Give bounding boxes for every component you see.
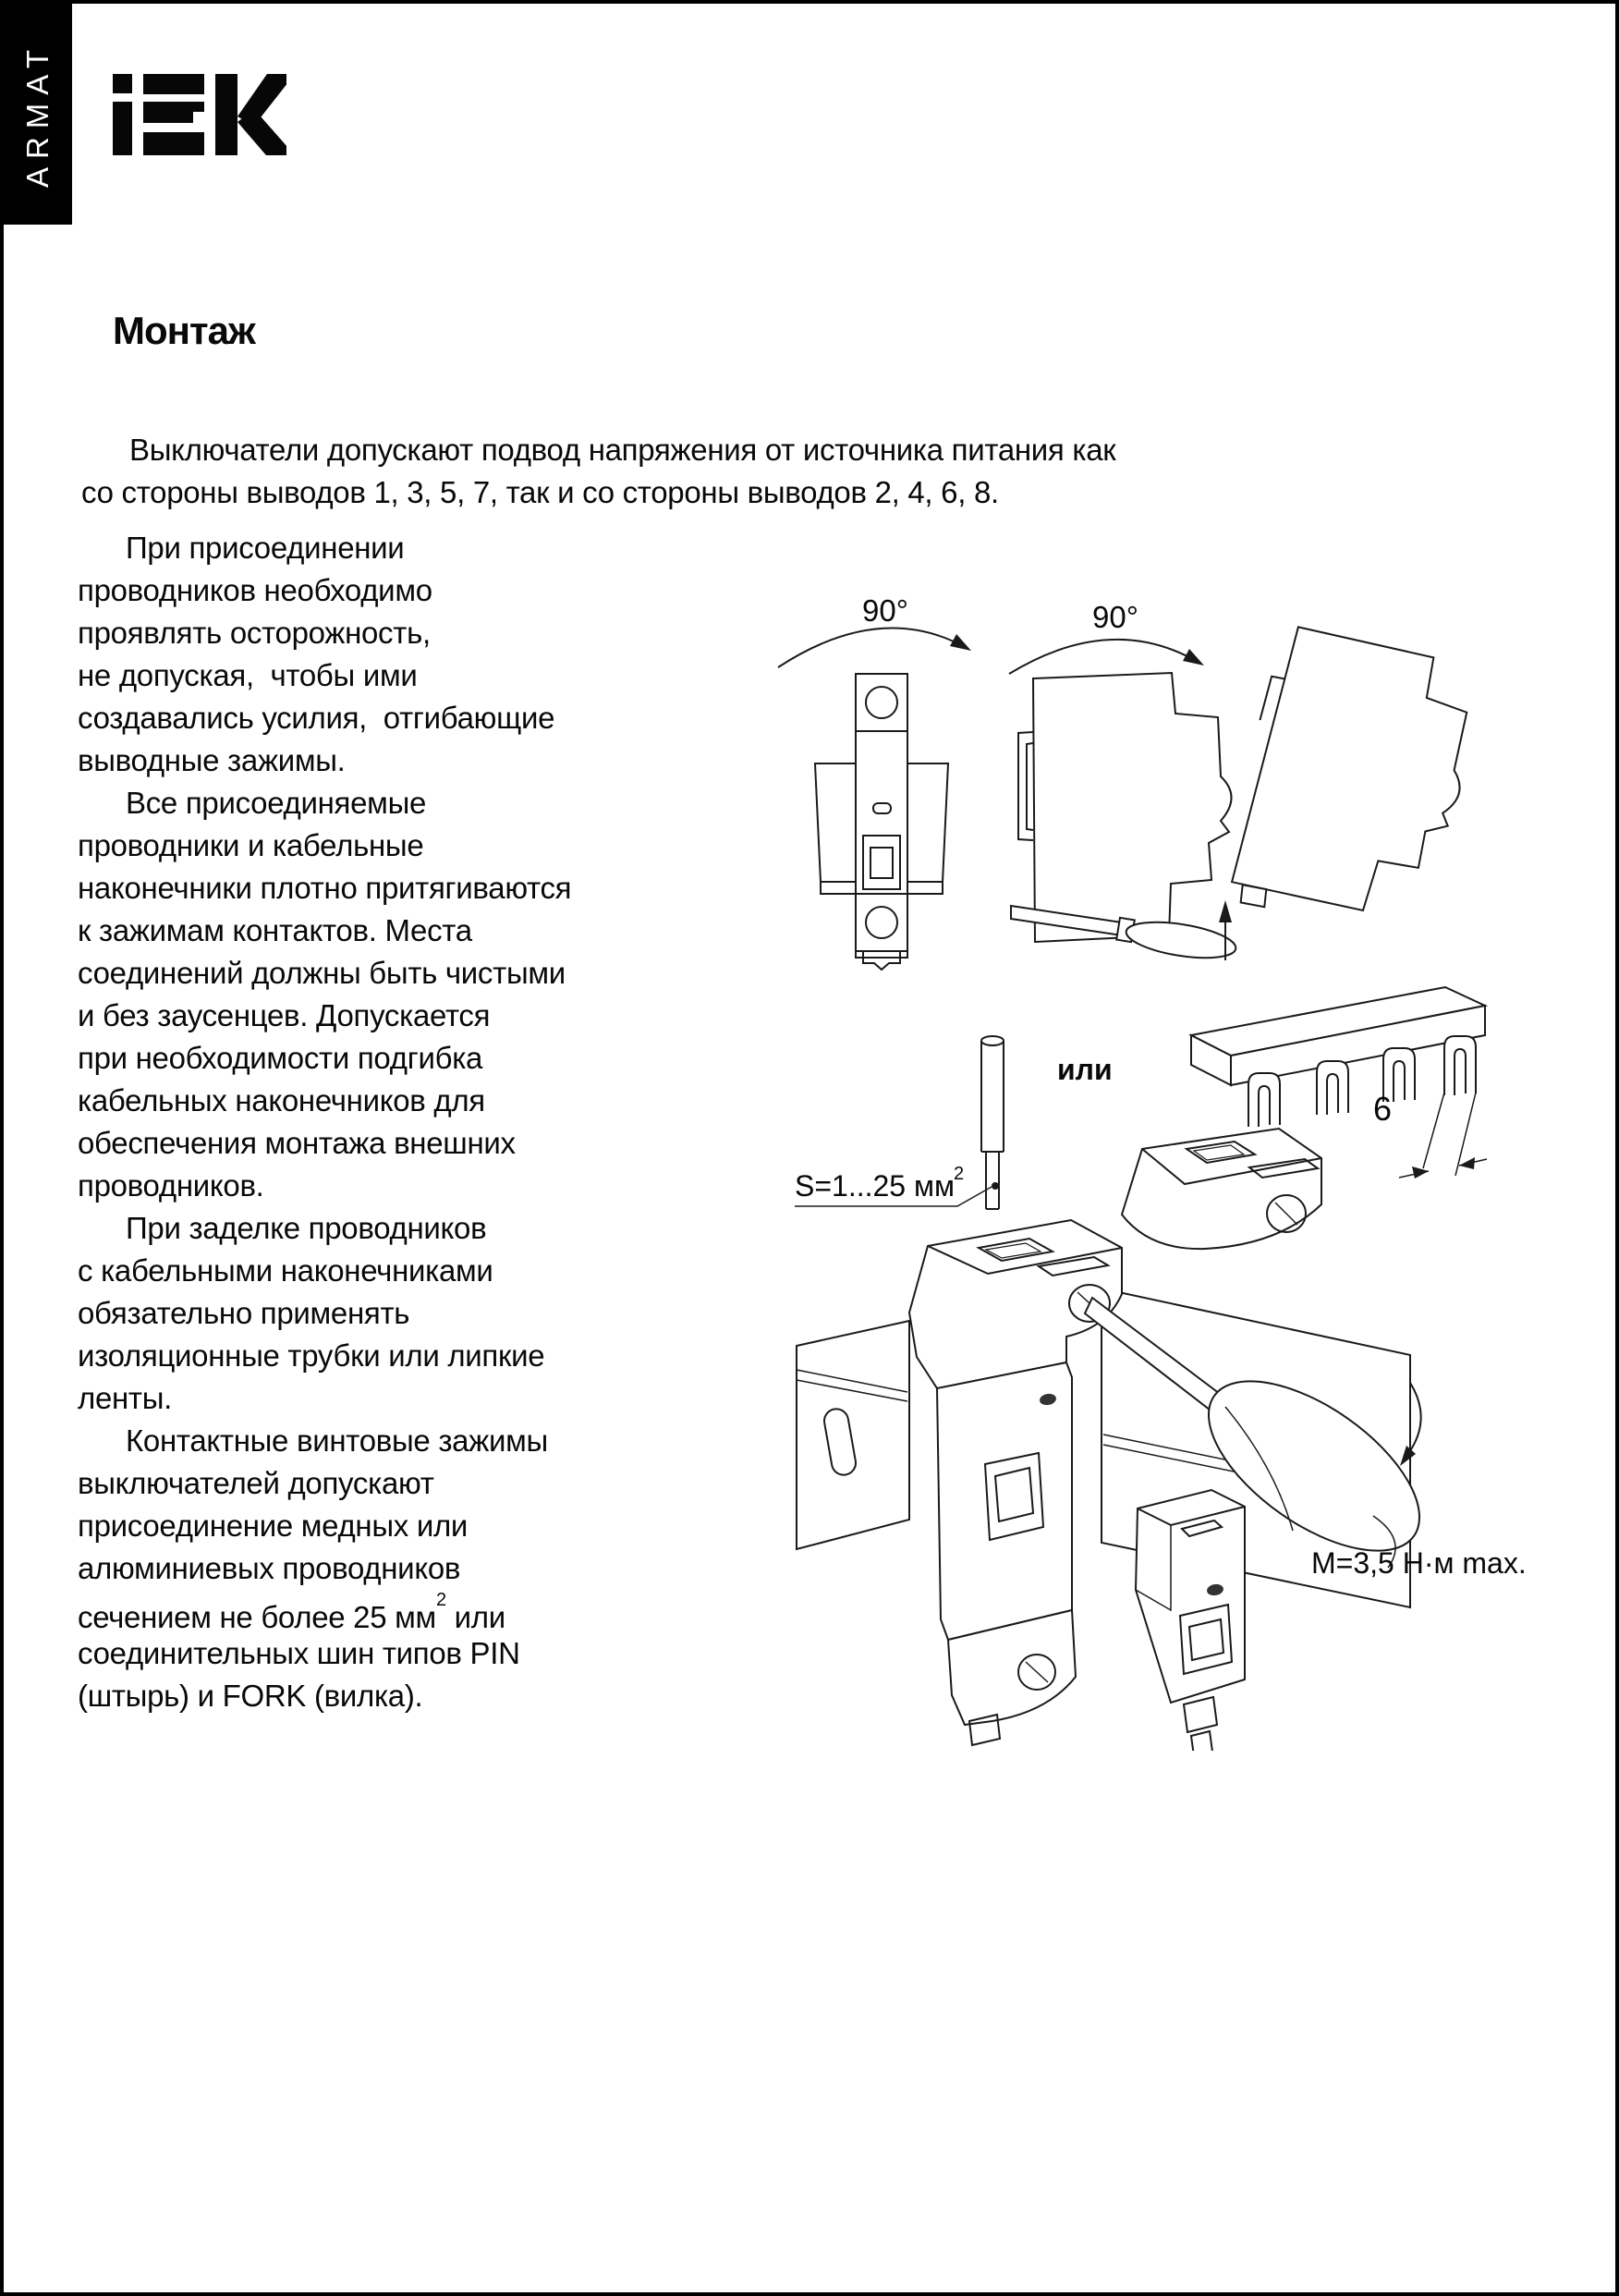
angle-label-1: 90° bbox=[862, 593, 908, 628]
text-line: ленты. bbox=[78, 1381, 173, 1415]
figure-torque bbox=[797, 1220, 1527, 1751]
text-line: проводников. bbox=[78, 1168, 264, 1203]
series-tab bbox=[4, 4, 72, 225]
figure-conductors bbox=[795, 987, 1487, 1249]
pitch-dimension bbox=[1373, 1090, 1487, 1179]
text-line: сечением не более 25 $мм^2$ или bbox=[78, 1590, 505, 1634]
wire-section-sup: 2 bbox=[954, 1164, 965, 1184]
text-line: проводники и кабельные bbox=[78, 828, 424, 862]
rotation-arc-2 bbox=[1009, 640, 1204, 674]
text-line: выводные зажимы. bbox=[78, 743, 346, 777]
iek-logo bbox=[113, 74, 286, 155]
wire-section-label: S=1...25 мм bbox=[795, 1169, 955, 1203]
figure-rotation-views bbox=[778, 593, 1491, 970]
terminal-block bbox=[1122, 1129, 1321, 1249]
text-line: кабельных наконечников для bbox=[78, 1083, 485, 1117]
text-line: изоляционные трубки или липкие bbox=[78, 1338, 545, 1373]
front-view-breaker bbox=[815, 674, 948, 970]
text-line: со стороны выводов 1, 3, 5, 7, так и со стороны выводов 2, 4, 6, 8. bbox=[81, 475, 999, 509]
text-line: При заделке проводников bbox=[126, 1211, 487, 1245]
text-line: присоединение медных или bbox=[78, 1508, 469, 1543]
text-line: Все присоединяемые bbox=[126, 786, 427, 820]
torque-label: M=3,5 Н·м max. bbox=[1311, 1546, 1527, 1580]
installation-figures bbox=[771, 586, 1598, 1751]
intro-paragraph bbox=[81, 429, 1115, 514]
tilted-view-breaker bbox=[1213, 618, 1491, 950]
text-line: и без заусенцев. Допускается bbox=[78, 998, 491, 1032]
text-line: с кабельными наконечниками bbox=[78, 1253, 493, 1288]
text-line: алюминиевых проводников bbox=[78, 1551, 461, 1585]
text-line: не допуская, чтобы ими bbox=[78, 658, 418, 692]
page-title: Монтаж bbox=[113, 309, 255, 352]
pitch-dim-label: 6 bbox=[1373, 1090, 1393, 1128]
iek-logo-glyphs bbox=[113, 74, 286, 155]
text-line: при необходимости подгибка bbox=[78, 1041, 483, 1075]
rotation-arc-1 bbox=[778, 629, 971, 667]
text-line: (штырь) и FORK (вилка). bbox=[78, 1679, 423, 1713]
series-label: ARMAT bbox=[20, 41, 55, 188]
text-line: создавались усилия, отгибающие bbox=[78, 701, 555, 735]
mounted-breaker bbox=[909, 1220, 1122, 1745]
text-line: соединительных шин типов PIN bbox=[78, 1636, 520, 1670]
text-line: Выключатели допускают подвод напряжения от источника питания как bbox=[129, 433, 1116, 467]
wire-pin bbox=[981, 1036, 1004, 1209]
second-breaker bbox=[1136, 1490, 1245, 1751]
text-line: к зажимам контактов. Места bbox=[78, 913, 472, 947]
text-line: проводников необходимо bbox=[78, 573, 432, 607]
text-line: Контактные винтовые зажимы bbox=[126, 1423, 548, 1458]
text-line: наконечники плотно притягиваются bbox=[78, 871, 572, 905]
text-line: обязательно применять bbox=[78, 1296, 410, 1330]
text-line: обеспечения монтажа внешних bbox=[78, 1126, 516, 1160]
text-line: выключателей допускают bbox=[78, 1466, 434, 1500]
or-label: или bbox=[1057, 1053, 1113, 1086]
side-view-breaker bbox=[1011, 673, 1238, 964]
body-paragraphs bbox=[78, 527, 571, 1717]
text-line: соединений должны быть чистыми bbox=[78, 956, 566, 990]
angle-label-2: 90° bbox=[1092, 600, 1138, 634]
text-line: проявлять осторожность, bbox=[78, 616, 431, 650]
text-line: При присоединении bbox=[126, 531, 405, 565]
